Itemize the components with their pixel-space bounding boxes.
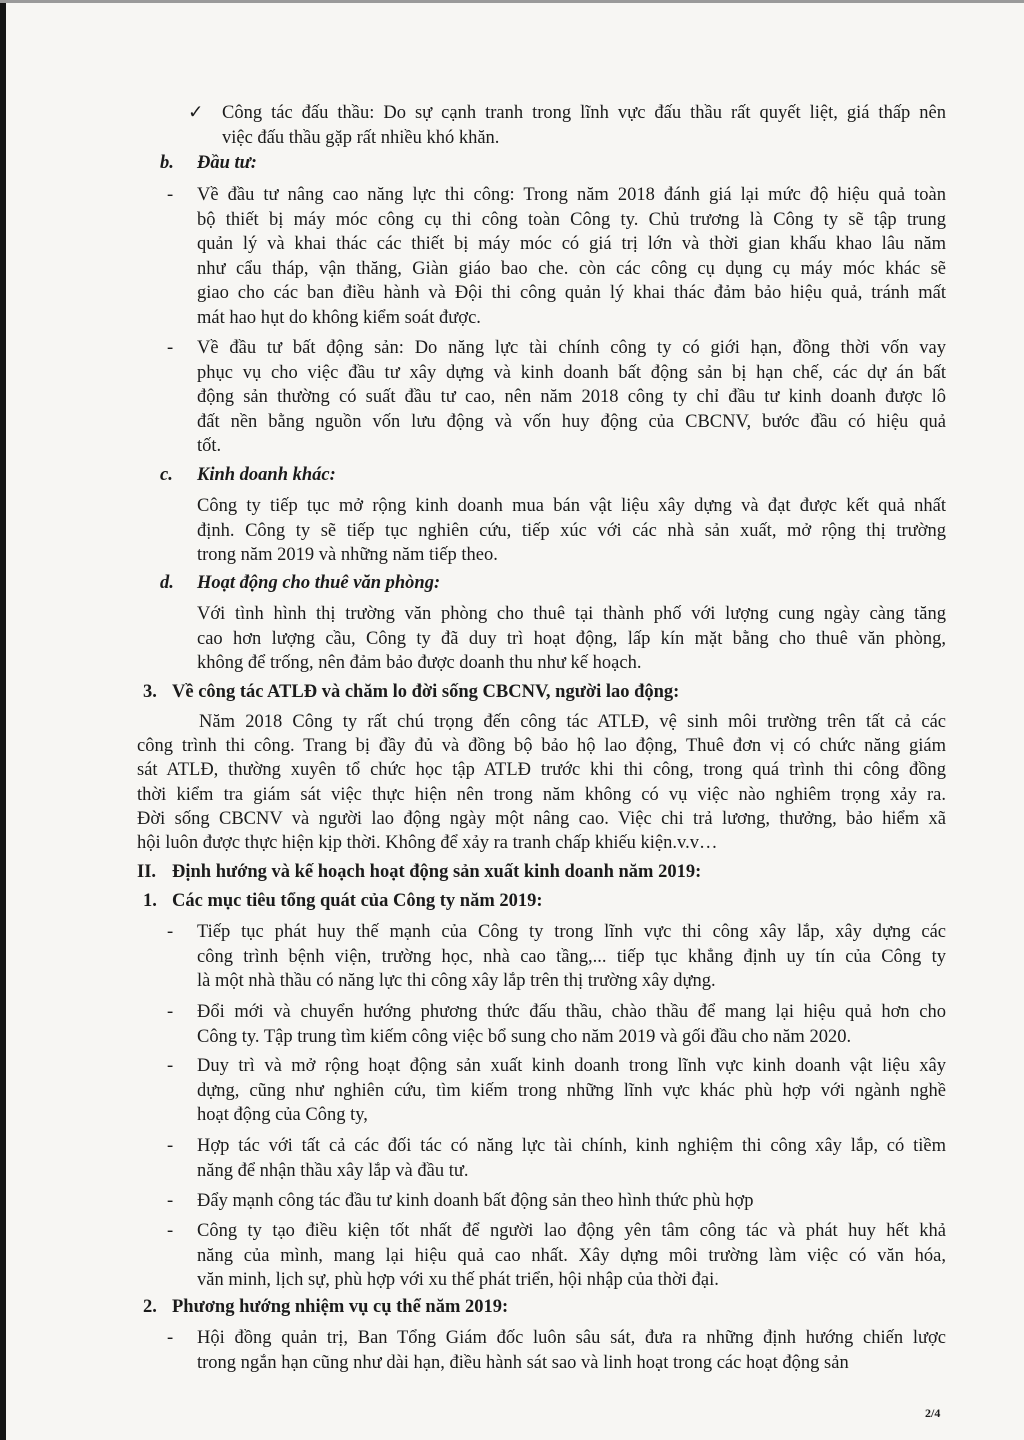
- text-line: Đầu tư:: [197, 153, 257, 173]
- bullet-dash: -: [167, 1328, 174, 1348]
- section-number: 1.: [143, 891, 157, 911]
- bullet-dash: -: [167, 185, 174, 205]
- text-body: [172, 889, 946, 914]
- checkmark-icon: ✓: [188, 103, 204, 123]
- scan-edge-top: [0, 0, 1024, 3]
- text-line: công trình thi công. Trang bị đầy đủ và đồng bộ bảo hộ lao động, Thuê đơn vị có chức năng giám: [137, 736, 946, 757]
- text-line: Hợp tác với tất cả các đối tác có năng lực tài chính, kinh nghiệm thi công xây lắp, có tiềm: [197, 1136, 946, 1156]
- text-line: cao hơn lượng cầu, Công ty đã duy trì hoạt động, lấp kín mặt bằng cho thuê văn phòng,: [197, 628, 946, 649]
- bullet-dash: -: [167, 338, 174, 358]
- text-line: năng của mình, mang lại hiệu quả cao nhất. Xây dựng môi trường làm việc có văn hóa,: [197, 1245, 946, 1266]
- text-body: [172, 680, 946, 705]
- bullet-dash: -: [167, 1056, 174, 1076]
- text-line: Kinh doanh khác:: [197, 465, 336, 485]
- text-line: định. Công ty sẽ tiếp tục nghiên cứu, tiếp xúc với các nhà sản xuất, mở rộng thị trường: [197, 520, 946, 541]
- text-line: động sản thường có suất đầu tư cao, nên năm 2018 công ty chỉ đầu tư kinh doanh được lô: [197, 387, 946, 407]
- text-line: Các mục tiêu tổng quát của Công ty năm 2019:: [172, 891, 543, 911]
- text-body: [172, 1295, 946, 1320]
- text-line: quản lý và khai thác các thiết bị máy móc có giá trị lớn và thời gian khấu khao lâu năm: [197, 234, 946, 254]
- section-number: 2.: [143, 1297, 157, 1317]
- text-line: Công tác đấu thầu: Do sự cạnh tranh trong lĩnh vực đấu thầu rất quyết liệt, giá thấp nên: [222, 103, 946, 123]
- text-line: mát hao hụt do không kiểm soát được.: [197, 307, 481, 328]
- text-line: Đẩy mạnh công tác đầu tư kinh doanh bất động sản theo hình thức phù hợp: [197, 1191, 754, 1211]
- text-body: [197, 1054, 946, 1128]
- text-line: Công ty. Tập trung tìm kiếm công việc bổ sung cho năm 2019 và gối đầu cho năm 2020.: [197, 1026, 852, 1047]
- text-line: trong ngắn hạn cũng như dài hạn, điều hành sát sao và linh hoạt trong các hoạt động sản: [197, 1352, 849, 1373]
- text-body: [222, 101, 946, 150]
- text-line: Năm 2018 Công ty rất chú trọng đến công tác ATLĐ, vệ sinh môi trường trên tất cả các: [199, 712, 946, 732]
- text-body: [197, 336, 946, 459]
- section-number: c.: [160, 465, 173, 485]
- text-line: Đổi mới và chuyển hướng phương thức đấu thầu, chào thầu để mang lại hiệu quả hơn cho: [197, 1002, 946, 1022]
- bullet-dash: -: [167, 1221, 174, 1241]
- text-line: Với tình hình thị trường văn phòng cho thuê tại thành phố với lượng cung ngày càng tăng: [197, 604, 946, 624]
- text-line: năng để nhận thầu xây lắp và đầu tư.: [197, 1160, 469, 1181]
- text-body: [197, 463, 946, 488]
- text-line: như cẩu tháp, vận thăng, Giàn giáo bao che. còn các công cụ dụng cụ máy móc khác sẽ: [197, 258, 946, 279]
- text-body: [197, 183, 946, 330]
- text-line: Về đầu tư nâng cao năng lực thi công: Trong năm 2018 đánh giá lại mức độ hiệu quả toàn: [197, 185, 946, 205]
- text-body: [172, 860, 946, 885]
- page-number: 2/4: [925, 1406, 941, 1420]
- text-body: [197, 1189, 946, 1214]
- text-line: Hoạt động cho thuê văn phòng:: [197, 573, 441, 593]
- text-body: [197, 151, 946, 176]
- text-body: [137, 710, 946, 855]
- text-line: Công ty tiếp tục mở rộng kinh doanh mua bán vật liệu xây dựng và đạt được kết quả nhất: [197, 496, 946, 516]
- text-line: việc đấu thầu gặp rất nhiều khó khăn.: [222, 127, 500, 148]
- text-line: thời kiểm tra giám sát việc thực hiện nên trong năm không có vụ việc nào nghiêm trọng xảy ra.: [137, 784, 946, 805]
- text-body: [197, 1219, 946, 1293]
- text-line: Định hướng và kế hoạch hoạt động sản xuất kinh doanh năm 2019:: [172, 862, 702, 882]
- text-line: là một nhà thầu có năng lực thi công xây lắp trên thị trường xây dựng.: [197, 971, 716, 991]
- text-line: Phương hướng nhiệm vụ cụ thể năm 2019:: [172, 1297, 509, 1317]
- bullet-dash: -: [167, 1191, 174, 1211]
- text-line: hoạt động của Công ty,: [197, 1105, 368, 1125]
- section-number: II.: [137, 862, 157, 882]
- bullet-dash: -: [167, 1002, 174, 1022]
- text-line: bộ thiết bị máy móc công cụ thi công toàn Công ty. Chủ trương là Công ty sẽ tập trung: [197, 209, 946, 230]
- text-body: [197, 602, 946, 676]
- text-line: Công ty tạo điều kiện tốt nhất để người lao động yên tâm công tác và phát huy hết khả: [197, 1221, 946, 1241]
- text-line: tốt.: [197, 436, 222, 456]
- scan-edge-left: [0, 0, 6, 1440]
- text-line: sát ATLĐ, thường xuyên tổ chức học tập ATLĐ trước khi thi công, trong quá trình thi công đồng: [137, 760, 946, 781]
- bullet-dash: -: [167, 1136, 174, 1156]
- text-body: [197, 920, 946, 994]
- text-line: Về công tác ATLĐ và chăm lo đời sống CBCNV, người lao động:: [172, 682, 680, 702]
- text-line: giao cho các ban điều hành và Đội thi công quản lý khai thác đảm bảo hiệu quả, tránh mất: [197, 283, 946, 303]
- text-line: hội luôn được thực hiện kịp thời. Không để xảy ra tranh chấp khiếu kiện.v.v…: [137, 832, 718, 853]
- text-line: đất nền bằng nguồn vốn lưu động và vốn huy động của CBCNV, bước đầu có hiệu quả: [197, 411, 946, 432]
- section-number: d.: [160, 573, 174, 593]
- bullet-dash: -: [167, 922, 174, 942]
- text-body: [197, 1134, 946, 1183]
- text-body: [197, 1000, 946, 1049]
- text-line: dựng, cũng như nghiên cứu, tìm kiếm trong những lĩnh vực khác phù hợp với ngành nghề: [197, 1080, 946, 1101]
- text-line: phục vụ cho việc đầu tư xây dựng và kinh doanh bất động sản bị hạn chế, các dự án bất: [197, 362, 946, 383]
- text-line: Về đầu tư bất động sản: Do năng lực tài chính công ty có giới hạn, đồng thời vốn vay: [197, 338, 946, 358]
- text-line: Duy trì và mở rộng hoạt động sản xuất kinh doanh trong lĩnh vực kinh doanh vật liệu xây: [197, 1056, 946, 1076]
- text-line: trong năm 2019 và những năm tiếp theo.: [197, 545, 498, 565]
- text-line: văn minh, lịch sự, phù hợp với xu thế phát triển, hội nhập của thời đại.: [197, 1270, 719, 1290]
- section-number: 3.: [143, 682, 157, 702]
- text-line: Đời sống CBCNV và người lao động ngày một nâng cao. Việc chi trả lương, thưởng, bảo hiểm xã: [137, 808, 946, 829]
- section-number: b.: [160, 153, 174, 173]
- text-line: Hội đồng quản trị, Ban Tổng Giám đốc luôn sâu sát, đưa ra những định hướng chiến lược: [197, 1328, 946, 1348]
- text-line: Tiếp tục phát huy thế mạnh của Công ty trong lĩnh vực thi công xây lắp, xây dựng các: [197, 922, 946, 942]
- text-line: không để trống, nên đảm bảo được doanh thu như kế hoạch.: [197, 653, 642, 673]
- text-line: công trình bệnh viện, trường học, nhà cao tầng,... tiếp tục khẳng định uy tín của Công ty: [197, 946, 946, 967]
- text-body: [197, 1326, 946, 1375]
- text-body: [197, 571, 946, 596]
- text-body: [197, 494, 946, 568]
